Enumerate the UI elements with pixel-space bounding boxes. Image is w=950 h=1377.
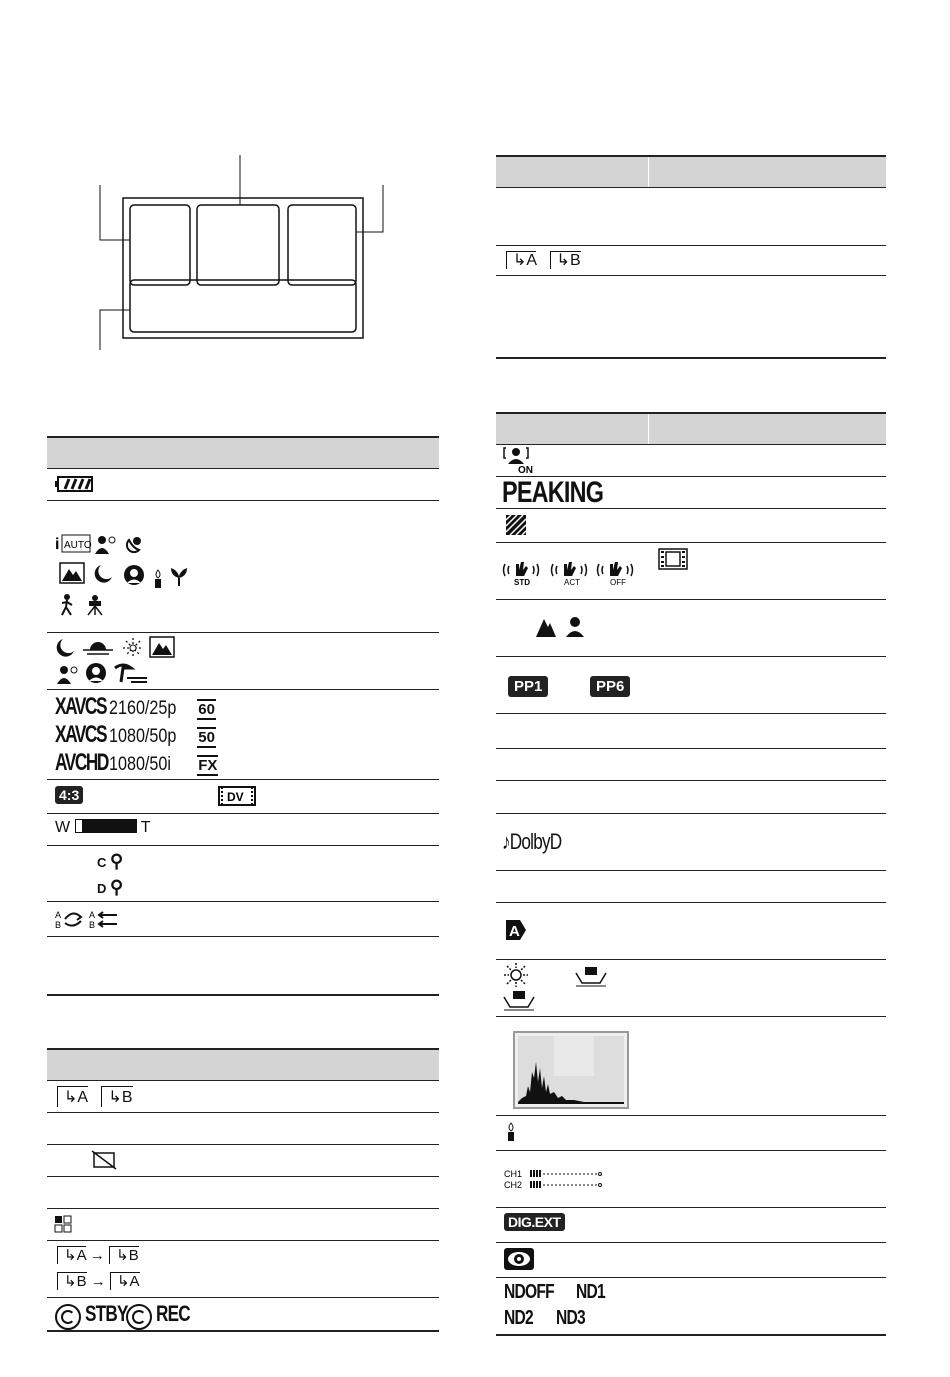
table-row [47, 845, 439, 902]
media-a-b-icons: ↳A ↳B [57, 1086, 133, 1107]
table-header [47, 1048, 439, 1081]
table-row [47, 689, 439, 780]
ab-swap-icon [55, 909, 85, 929]
table-row [496, 275, 886, 359]
steadyshot-off-icon [596, 560, 634, 586]
beach-icon [113, 662, 147, 686]
landscape-icon [536, 617, 556, 637]
table-header [496, 155, 886, 188]
intelligent-auto-icon [55, 532, 91, 554]
table-row [47, 1112, 439, 1145]
table-row [496, 1016, 886, 1116]
table-row [496, 748, 886, 781]
baby-icon [125, 534, 147, 554]
svg-text:A: A [89, 910, 96, 920]
zoom-bar [55, 819, 151, 837]
table-row [47, 779, 439, 814]
portrait-icon [57, 664, 79, 684]
steadyshot-std-icon [502, 560, 540, 586]
table-row [496, 870, 886, 903]
left-table-1 [47, 436, 439, 996]
table-row [47, 1144, 439, 1177]
media-a-b-icons: ↳A ↳B [506, 250, 581, 270]
night-scene-icon [55, 638, 75, 658]
table-row [496, 780, 886, 814]
pp6-badge: PP6 [590, 676, 630, 697]
table-row [47, 1080, 439, 1113]
digital-extender-badge: DIG.EXT [504, 1213, 565, 1231]
rec-control-status [55, 1301, 200, 1330]
rec-label: REC [156, 1301, 191, 1326]
zebra-icon [506, 515, 526, 535]
battery-icon [55, 475, 95, 493]
spotlight-icon [85, 662, 107, 686]
right-table-2 [496, 412, 886, 1337]
table-row [496, 1242, 886, 1278]
table-row [496, 656, 886, 714]
format-line-1: XAVCS 2160/25p 60 [55, 693, 215, 720]
svg-text:B: B [89, 920, 96, 930]
right-table-1 [496, 155, 886, 361]
screen-diagram [100, 150, 400, 360]
steadyshot-active-icon [550, 560, 588, 586]
ab-dub-icon [89, 909, 119, 929]
tripod-icon [85, 594, 105, 616]
table-row [496, 476, 886, 509]
landscape-icon [59, 562, 85, 584]
table-row [496, 599, 886, 657]
spotlight-icon [123, 564, 145, 588]
zoom-t-label: T [140, 819, 151, 836]
table-row [47, 632, 439, 690]
wb-onepush-icon [504, 991, 534, 1011]
table-header [47, 436, 439, 469]
pp1-badge: PP1 [508, 676, 548, 697]
table-row [47, 500, 439, 633]
nd-filter-row-2: ND2 ND3 [504, 1307, 585, 1329]
table-header [496, 412, 886, 445]
relay-a-to-b: ↳A → ↳B [57, 1246, 139, 1264]
auto-mode-icon [504, 918, 528, 942]
table-row [496, 1207, 886, 1243]
dv-icon [219, 787, 255, 805]
svg-text:CH2: CH2 [504, 1180, 523, 1190]
svg-text:AUTO: AUTO [64, 540, 92, 551]
svg-text:i: i [55, 536, 60, 553]
format-line-3: AVCHD 1080/50i FX [55, 749, 218, 776]
left-table-2 [47, 1048, 439, 1332]
svg-text:A: A [55, 910, 62, 920]
sunrise-sunset-icon [83, 638, 113, 658]
portrait-icon [566, 617, 584, 637]
table-row [47, 813, 439, 846]
table-row [47, 901, 439, 937]
svg-text:B: B [55, 920, 62, 930]
table-row [47, 936, 439, 996]
film-icon [658, 548, 688, 570]
aspect-ratio-badge: 4:3 [55, 786, 83, 804]
clear-image-zoom-icon: C ⚲ [97, 851, 124, 871]
table-row [47, 1208, 439, 1241]
table-row [496, 1115, 886, 1151]
table-row [496, 813, 886, 871]
dv-label: DV [227, 790, 244, 804]
walking-icon [59, 594, 75, 616]
stby-label: STBY [85, 1301, 129, 1326]
dolby-digital-label: ♪DolbyD [502, 829, 562, 854]
table-row [496, 542, 886, 600]
no-card-icon [91, 1150, 117, 1170]
table-row [496, 959, 886, 1017]
svg-text:A: A [509, 923, 520, 940]
multi-view-icon [55, 1216, 71, 1232]
fireworks-icon [121, 636, 145, 660]
table-row [496, 187, 886, 246]
table-row [496, 1150, 886, 1208]
format-line-2: XAVCS 1080/50p 50 [55, 721, 215, 748]
table-row [47, 468, 439, 501]
nd-filter-row-1: NDOFF ND1 [504, 1281, 605, 1303]
landscape-icon [149, 636, 175, 658]
table-row [47, 1176, 439, 1209]
zoom-w-label: W [55, 819, 71, 836]
wb-onepush-icon [576, 967, 606, 987]
macro-icon [169, 566, 189, 586]
table-row [496, 444, 886, 477]
night-scene-icon [93, 564, 113, 584]
relay-b-to-a: ↳B → ↳A [57, 1272, 140, 1290]
svg-text:CH1: CH1 [504, 1169, 523, 1179]
histogram-icon [514, 1032, 628, 1108]
svg-text:ACT: ACT [564, 578, 580, 587]
table-row [47, 1297, 439, 1332]
wb-outdoor-icon [504, 963, 528, 987]
peaking-label: PEAKING [502, 476, 604, 509]
on-label: ON [518, 465, 533, 476]
face-detection-icon [504, 446, 538, 474]
portrait-icon [95, 534, 117, 554]
audio-level-meter [504, 1168, 604, 1190]
table-row [496, 713, 886, 749]
steadyshot-eye-icon [504, 1248, 534, 1270]
table-row [47, 1240, 439, 1298]
candle-icon [506, 1123, 516, 1141]
digital-zoom-icon: D ⚲ [97, 877, 124, 897]
table-row [496, 902, 886, 960]
table-row [496, 508, 886, 543]
candle-icon [153, 570, 163, 588]
table-row [496, 1277, 886, 1336]
table-row [496, 245, 886, 276]
svg-text:OFF: OFF [610, 578, 626, 587]
svg-text:STD: STD [514, 578, 530, 587]
